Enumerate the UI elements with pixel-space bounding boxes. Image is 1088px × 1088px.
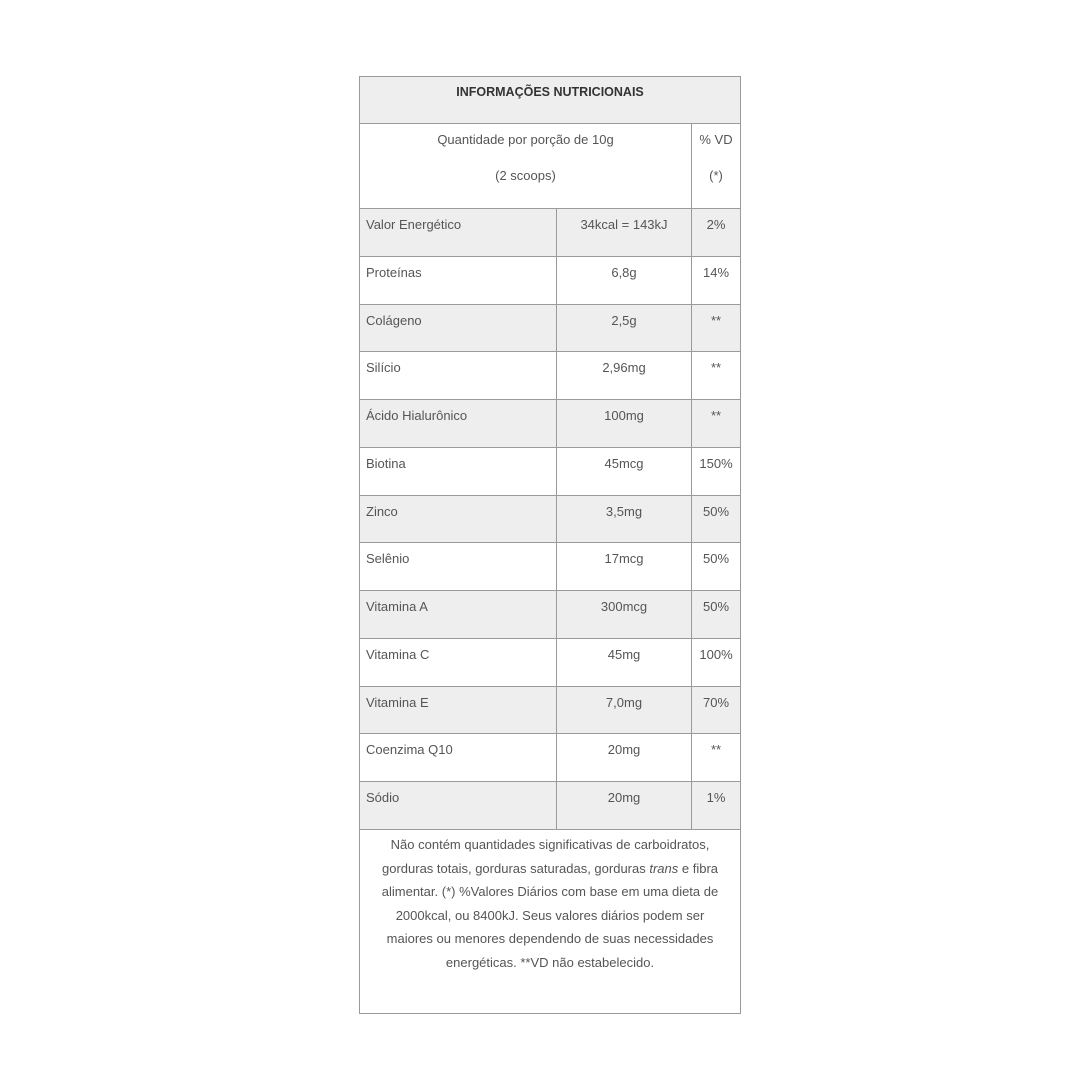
nutrient-name: Silício bbox=[366, 360, 401, 376]
nutrient-rows bbox=[360, 209, 740, 830]
nutrient-name: Proteínas bbox=[366, 264, 422, 280]
nutrient-amount: 17mcg bbox=[556, 543, 692, 590]
nutrient-amount: 2,96mg bbox=[556, 352, 692, 399]
nutrient-daily-value: 50% bbox=[702, 503, 730, 519]
nutrient-daily-value: 50% bbox=[702, 599, 730, 615]
daily-value-header-label: % VD bbox=[699, 132, 733, 147]
footnote bbox=[360, 830, 740, 974]
table-row bbox=[360, 400, 740, 448]
table-row bbox=[360, 352, 740, 400]
nutrient-daily-value: 50% bbox=[702, 551, 730, 567]
nutrient-name: Valor Energético bbox=[366, 217, 462, 232]
nutrient-name: Sódio bbox=[366, 790, 400, 806]
table-row bbox=[360, 782, 740, 830]
footnote-italic-word: trans bbox=[649, 860, 679, 876]
nutrient-amount: 20mg bbox=[556, 734, 692, 781]
serving-size-text: Quantidade por porção de 10g bbox=[437, 132, 614, 147]
nutrient-name: Ácido Hialurônico bbox=[366, 408, 468, 424]
table-title: INFORMAÇÕES NUTRICIONAIS bbox=[360, 77, 740, 124]
serving-scoops-text: (2 scoops) bbox=[495, 168, 556, 183]
daily-value-header-note: (*) bbox=[709, 168, 723, 183]
table-row bbox=[360, 496, 740, 544]
footnote-text-end: e fibra alimentar. (*) %Valores Diários com base em uma dieta de 2000kcal, ou 8400kJ. Seus valores diários podem ser maiores ou menores dependendo de suas necessidades energéticas. **VD não estabelecido. bbox=[381, 860, 719, 970]
nutrient-daily-value: 2% bbox=[706, 217, 726, 232]
nutrient-name: Vitamina A bbox=[366, 599, 428, 615]
nutrient-amount: 3,5mg bbox=[556, 496, 692, 543]
nutrient-daily-value: ** bbox=[710, 360, 722, 376]
table-row bbox=[360, 734, 740, 782]
nutrient-amount: 34kcal = 143kJ bbox=[556, 209, 692, 256]
table-row bbox=[360, 591, 740, 639]
nutrient-name: Zinco bbox=[366, 503, 398, 519]
table-row bbox=[360, 448, 740, 496]
nutrient-name: Biotina bbox=[366, 455, 406, 471]
nutrient-name: Colágeno bbox=[366, 312, 422, 328]
nutrient-amount: 2,5g bbox=[556, 305, 692, 352]
nutrient-name: Vitamina E bbox=[366, 694, 429, 710]
serving-size-cell bbox=[360, 124, 692, 208]
nutrient-amount: 45mg bbox=[556, 639, 692, 686]
nutrient-amount: 20mg bbox=[556, 782, 692, 829]
nutrient-daily-value: ** bbox=[710, 742, 722, 758]
nutrient-daily-value: 14% bbox=[702, 264, 730, 280]
nutrient-name: Selênio bbox=[366, 551, 410, 567]
footnote-text-start: Não contém quantidades significativas de carboidratos, gorduras totais, gorduras saturadas, gorduras bbox=[381, 837, 710, 876]
table-row bbox=[360, 305, 740, 353]
nutrient-name: Coenzima Q10 bbox=[366, 742, 453, 758]
table-row bbox=[360, 257, 740, 305]
daily-value-header bbox=[692, 124, 740, 208]
nutrient-amount: 7,0mg bbox=[556, 687, 692, 734]
nutrient-daily-value: ** bbox=[710, 408, 722, 424]
nutrient-amount: 300mcg bbox=[556, 591, 692, 638]
nutrition-facts-table bbox=[359, 76, 741, 1014]
table-row bbox=[360, 209, 740, 257]
nutrient-amount: 100mg bbox=[556, 400, 692, 447]
nutrient-daily-value: ** bbox=[710, 312, 722, 328]
table-row bbox=[360, 543, 740, 591]
serving-header bbox=[360, 124, 740, 209]
nutrient-daily-value: 70% bbox=[702, 694, 730, 710]
nutrient-daily-value: 1% bbox=[706, 790, 726, 806]
table-row bbox=[360, 639, 740, 687]
table-row bbox=[360, 687, 740, 735]
nutrient-name: Vitamina C bbox=[366, 646, 430, 662]
nutrient-daily-value: 150% bbox=[699, 455, 733, 471]
nutrient-daily-value: 100% bbox=[699, 646, 733, 662]
nutrient-amount: 6,8g bbox=[556, 257, 692, 304]
nutrient-amount: 45mcg bbox=[556, 448, 692, 495]
